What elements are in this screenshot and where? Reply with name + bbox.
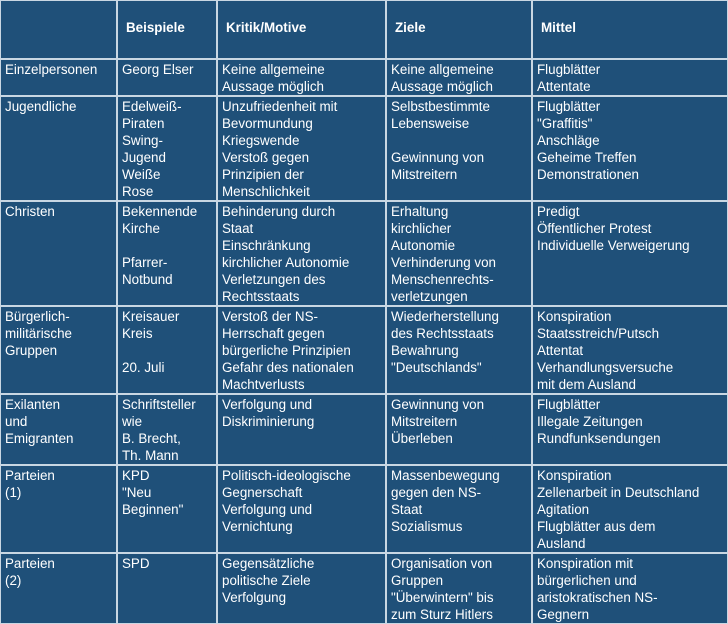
cell-line: Gegnern — [537, 607, 590, 622]
mittel-cell — [532, 553, 728, 624]
kritik-cell — [217, 394, 386, 465]
cell-line: Konspiration mit — [537, 556, 634, 571]
cell-line: Gewinnung von — [391, 397, 485, 412]
cell-line: des Rechtsstaats — [391, 326, 494, 341]
cell-line: "Graffitis" — [537, 116, 593, 131]
cell-line: Parteien — [5, 468, 55, 483]
cell-line: Flugblätter — [537, 62, 601, 77]
cell-line: Bürgerlich- — [5, 309, 70, 324]
header-ziele: Ziele — [386, 0, 532, 59]
group-cell — [0, 59, 117, 96]
cell-line: Exilanten — [5, 397, 61, 412]
cell-line: Herrschaft gegen — [222, 326, 325, 341]
cell-line: bürgerlichen und — [537, 573, 637, 588]
cell-line: Behinderung durch — [222, 204, 336, 219]
cell-line: Edelweiß- — [122, 99, 182, 114]
cell-line: (2) — [5, 573, 22, 588]
cell-line: Öffentlicher Protest — [537, 221, 652, 236]
table-row — [0, 306, 728, 394]
cell-line: Gegnerschaft — [222, 485, 303, 500]
cell-line: Selbstbestimmte — [391, 99, 490, 114]
cell-line: Aussage möglich — [222, 79, 324, 94]
cell-line: aristokratischen NS- — [537, 590, 658, 605]
ziele-cell — [386, 394, 532, 465]
cell-line: Kriegswende — [222, 133, 300, 148]
table-row — [0, 201, 728, 306]
kritik-cell — [217, 201, 386, 306]
beispiele-cell — [117, 553, 217, 624]
mittel-cell — [532, 306, 728, 394]
mittel-cell — [532, 394, 728, 465]
cell-line: Attentat — [537, 343, 584, 358]
ziele-cell — [386, 59, 532, 96]
cell-line: Gruppen — [5, 343, 58, 358]
cell-line: Autonomie — [391, 238, 456, 253]
cell-line: kirchlicher — [391, 221, 452, 236]
cell-line: Kreisauer — [122, 309, 180, 324]
mittel-cell — [532, 465, 728, 553]
cell-line: Anschläge — [537, 133, 600, 148]
cell-line: Agitation — [537, 502, 590, 517]
cell-line: Parteien — [5, 556, 55, 571]
cell-line: B. Brecht, — [122, 431, 181, 446]
cell-line: Rechtsstaats — [222, 289, 300, 304]
cell-line: Aussage möglich — [391, 79, 493, 94]
cell-line — [122, 342, 213, 359]
header-mittel: Mittel — [532, 0, 728, 59]
table-row — [0, 59, 728, 96]
cell-line: Staatsstreich/Putsch — [537, 326, 660, 341]
cell-line: Notbund — [122, 272, 173, 287]
cell-line: Menschlichkeit — [222, 184, 310, 199]
cell-line: Piraten — [122, 116, 165, 131]
cell-line: Kreis — [122, 326, 153, 341]
cell-line: Keine allgemeine — [222, 62, 325, 77]
cell-line: Prinzipien der — [222, 167, 304, 182]
beispiele-cell — [117, 96, 217, 201]
kritik-cell — [217, 553, 386, 624]
cell-line: Konspiration — [537, 468, 612, 483]
cell-line — [391, 132, 528, 149]
cell-line: "Überwintern" bis — [391, 590, 494, 605]
ziele-cell — [386, 201, 532, 306]
cell-line: (1) — [5, 485, 22, 500]
cell-line: Konspiration — [537, 309, 612, 324]
kritik-cell — [217, 306, 386, 394]
table-row — [0, 394, 728, 465]
cell-line: Flugblätter — [537, 99, 601, 114]
cell-line: Gewinnung von — [391, 150, 485, 165]
group-cell — [0, 201, 117, 306]
cell-line: Machtverlusts — [222, 377, 305, 392]
cell-line: Bekennende — [122, 204, 198, 219]
cell-line: "Neu — [122, 485, 152, 500]
cell-line: Th. Mann — [122, 448, 179, 463]
ziele-cell — [386, 553, 532, 624]
kritik-cell — [217, 465, 386, 553]
cell-line: Einschränkung — [222, 238, 311, 253]
beispiele-cell — [117, 465, 217, 553]
group-cell — [0, 394, 117, 465]
group-cell — [0, 306, 117, 394]
cell-line: Politisch-ideologische — [222, 468, 351, 483]
group-cell — [0, 553, 117, 624]
header-row — [0, 0, 728, 59]
cell-line: politische Ziele — [222, 573, 311, 588]
cell-line: Individuelle Verweigerung — [537, 238, 690, 253]
group-cell — [0, 465, 117, 553]
ziele-cell — [386, 465, 532, 553]
mittel-cell — [532, 201, 728, 306]
cell-line: Mitstreitern — [391, 167, 458, 182]
cell-line: Verstoß der NS- — [222, 309, 318, 324]
cell-line: Pfarrer- — [122, 255, 168, 270]
cell-line: Überleben — [391, 431, 453, 446]
cell-line: Bewahrung — [391, 343, 459, 358]
cell-line: verletzungen — [391, 289, 468, 304]
cell-line: Illegale Zeitungen — [537, 414, 643, 429]
cell-line: Flugblätter aus dem — [537, 519, 656, 534]
cell-line: Gruppen — [391, 573, 444, 588]
cell-line: Jugendliche — [5, 99, 77, 114]
beispiele-cell — [117, 394, 217, 465]
table-row — [0, 465, 728, 553]
cell-line: Jugend — [122, 150, 166, 165]
cell-line: Rose — [122, 184, 154, 199]
cell-line: Massenbewegung — [391, 468, 500, 483]
cell-line: wie — [122, 414, 143, 429]
cell-line: Mitstreitern — [391, 414, 458, 429]
cell-line: "Deutschlands" — [391, 360, 482, 375]
cell-line: Vernichtung — [222, 519, 293, 534]
table-row — [0, 553, 728, 624]
cell-line: Predigt — [537, 204, 580, 219]
cell-line: Verhandlungsversuche — [537, 360, 674, 375]
cell-line: Swing- — [122, 133, 163, 148]
cell-line: Verletzungen des — [222, 272, 326, 287]
beispiele-cell — [117, 201, 217, 306]
table-body — [0, 59, 728, 624]
cell-line: Weiße — [122, 167, 161, 182]
cell-line: Rundfunksendungen — [537, 431, 661, 446]
header-corner — [0, 0, 117, 59]
cell-line: KPD — [122, 468, 150, 483]
cell-line: Menschenrechts- — [391, 272, 494, 287]
kritik-cell — [217, 59, 386, 96]
cell-line: Gefahr des nationalen — [222, 360, 354, 375]
cell-line: Ausland — [537, 536, 586, 551]
cell-line: Attentate — [537, 79, 591, 94]
cell-line: und — [5, 414, 28, 429]
cell-line: Organisation von — [391, 556, 493, 571]
kritik-cell — [217, 96, 386, 201]
cell-line: kirchlicher Autonomie — [222, 255, 350, 270]
table-row — [0, 96, 728, 201]
cell-line: Staat — [391, 502, 423, 517]
cell-line: Erhaltung — [391, 204, 449, 219]
cell-line: Zellenarbeit in Deutschland — [537, 485, 700, 500]
ziele-cell — [386, 96, 532, 201]
cell-line: bürgerliche Prinzipien — [222, 343, 351, 358]
cell-line: Emigranten — [5, 431, 74, 446]
cell-line: Lebensweise — [391, 116, 470, 131]
cell-line: Verfolgung und — [222, 397, 313, 412]
cell-line: Beginnen" — [122, 502, 184, 517]
cell-line: Verhinderung von — [391, 255, 496, 270]
cell-line: 20. Juli — [122, 360, 165, 375]
cell-line: Verfolgung — [222, 590, 287, 605]
cell-line: Keine allgemeine — [391, 62, 494, 77]
cell-line: Diskriminierung — [222, 414, 315, 429]
cell-line: Wiederherstellung — [391, 309, 499, 324]
cell-line: Schriftsteller — [122, 397, 196, 412]
mittel-cell — [532, 96, 728, 201]
mittel-cell — [532, 59, 728, 96]
cell-line: Sozialismus — [391, 519, 463, 534]
ziele-cell — [386, 306, 532, 394]
cell-line: Christen — [5, 204, 55, 219]
beispiele-cell — [117, 59, 217, 96]
group-cell — [0, 96, 117, 201]
header-beispiele: Beispiele — [117, 0, 217, 59]
cell-line: Georg Elser — [122, 62, 194, 77]
cell-line: zum Sturz Hitlers — [391, 607, 493, 622]
cell-line: SPD — [122, 556, 150, 571]
cell-line: Verstoß gegen — [222, 150, 310, 165]
cell-line: Demonstrationen — [537, 167, 639, 182]
cell-line: Staat — [222, 221, 254, 236]
cell-line: Kirche — [122, 221, 160, 236]
cell-line: Unzufriedenheit mit — [222, 99, 338, 114]
header-kritik-motive: Kritik/Motive — [217, 0, 386, 59]
cell-line: Bevormundung — [222, 116, 313, 131]
cell-line: Flugblätter — [537, 397, 601, 412]
cell-line: Einzelpersonen — [5, 62, 98, 77]
cell-line: Verfolgung und — [222, 502, 313, 517]
cell-line — [122, 237, 213, 254]
beispiele-cell — [117, 306, 217, 394]
cell-line: mit dem Ausland — [537, 377, 636, 392]
cell-line: gegen den NS- — [391, 485, 482, 500]
cell-line: Geheime Treffen — [537, 150, 637, 165]
cell-line: Gegensätzliche — [222, 556, 315, 571]
cell-line: militärische — [5, 326, 72, 341]
